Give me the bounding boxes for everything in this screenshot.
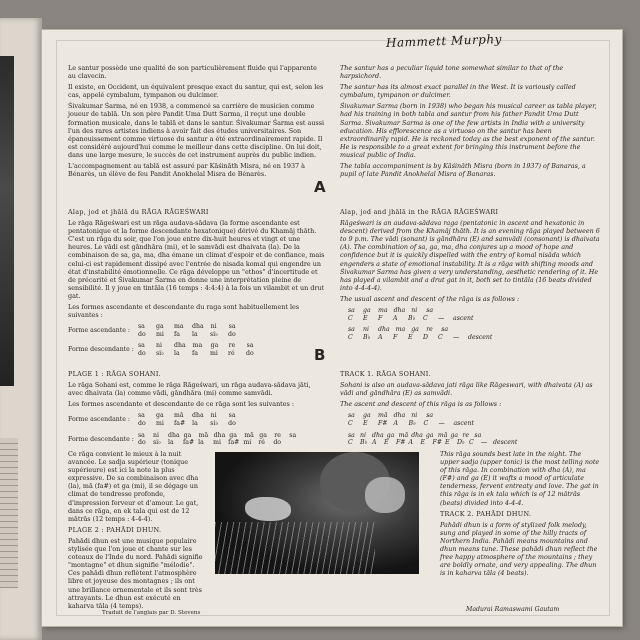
album-cover-edge — [0, 18, 42, 640]
track2-en-heading: TRACK 2. PAHĀDI DHUN. — [440, 509, 532, 518]
section-a-fr-forms-intro: Les formes ascendante et descendante du raga sont habituellement les suivantes : — [68, 303, 300, 320]
ascent-sargam-row: sa ga ma dha ni sa — [138, 323, 236, 331]
section-a-letter: A — [314, 178, 326, 196]
handwritten-signature: Hammett Murphy — [385, 31, 503, 51]
descent-sargam-row: sa ni dha ma ga re sa — [138, 342, 254, 350]
track1-fr-ascent: Forme ascendante : sa ga mā dha ni sa do mi fa# la si♭ do — [68, 412, 236, 427]
ascent-label: Forme ascendante : — [68, 327, 130, 335]
track2-fr-heading: PLAGE 2 : PAHĀDI DHUN. — [68, 525, 162, 534]
intro-en-p3: Śivakumar Sarma (born in 1938) who began his musical career as tabla player, had his training in both tabla and santur from his father Pandit Uma Dutt Sarma. Śivakumar Sarma is one of the few artists in India with a university education. His efflorescence as a virtuoso on the santur has been extraordinarily rapid. He is reckoned today as the best exponent of the santur. He is responsible to a great extent for bringing this instrument before the musical public of India. — [340, 102, 597, 159]
section-b-french — [68, 370, 326, 451]
descent-label: Forme descendante : — [68, 346, 134, 354]
intro-fr-p2: Il existe, en Occident, un équivalent presque exact du santur, qui est, selon les cas, appelé cymbalum, tympanon ou dulcimer. — [68, 83, 324, 100]
track1-en-heading: TRACK 1. RĀGA SOHANI. — [340, 370, 431, 378]
intro-en-p2: The santur has its almost exact parallel in the West. It is variously called cymbalum, tympanon or dulcimer. — [340, 83, 576, 100]
intro-fr-p1: Le santur possède une qualité de son particulièrement fluide qui l'apparente au clavecin. — [68, 64, 317, 81]
descent-solfege-row: do si♭ la fa mi ré do — [138, 350, 254, 357]
cover-text-strip — [0, 438, 18, 588]
section-b-english-lower — [440, 450, 600, 580]
section-b-letter: B — [314, 346, 326, 364]
section-a-fr-ascent — [68, 323, 326, 338]
intro-fr-p4: L'accompagnement au tablā est assuré par Kāśināth Misra, né en 1937 à Bénarès, un élève de feu Pandit Anokhelal Misra de Bénarès. — [68, 162, 305, 179]
section-a-en-descent: sa ni dha ma ga re sa C B♭ A F E D C — descent — [348, 326, 493, 341]
author-credit: Madurai Ramaswami Gautam — [466, 606, 560, 613]
section-a-en-heading: Alap, jod and jhālā in the RĀGA RĀGEŚWARI — [340, 208, 499, 216]
section-a-en-ascent: sa ga ma dha ni sa C E F A B♭ C — ascent — [348, 307, 474, 322]
left-hand — [245, 497, 291, 521]
track2-fr-body: Pahādi dhun est une musique populaire stylisée que l'on joue et chante sur les coteaux de l'Inde du nord. Pahādi signifie "montagne" et dhun signifie "mélodie". Ces pahādi dhun reflètent l'atmosphère libre et joyeuse des montagnes ; ils ont une brillance ornementale et ils sont très attrayants. Le dhun est exécuté en kaharva tāla (4 temps). — [68, 536, 203, 610]
track1-en-body: Sohani is also an audava-sādava jati rāga like Rāgeswari, with dhaivata (A) as vādi and gāndhāra (E) as samvādi. — [340, 381, 593, 398]
translator-credit: Traduit de l'anglais par D. Stevens — [102, 610, 201, 616]
santur-strings — [215, 522, 375, 574]
track1-en-ascent: sa ga mā dha ni sa C E F# A B♭ C — ascent — [348, 412, 474, 427]
cover-photo-strip — [0, 56, 14, 386]
ascent-solfege-row: do mi fa la si♭ do — [138, 330, 236, 338]
track1-en-descent: sa ni dha ga mā dha ga mā ga re sa C B♭ A E F# A E F# E D♭ C — descent — [348, 431, 518, 447]
section-b-english — [340, 370, 602, 451]
track1-fr-evening: Ce rāga convient le mieux à la nuit avancée. Le sadja supérieur (tonique supérieure) est ici la note la plus expressive. De sa combinaison avec dha (la), mā (fa#) et ga (mi), il se dégage un climat de tendresse profonde, d'impression ferveur et d'amour. Le gat, dans ce rāga, en ek tala qui est de 12 mātrās (12 temps : 4-4-4). — [68, 450, 199, 523]
track1-fr-heading: PLAGE 1 : RĀGA SOHANI. — [68, 370, 161, 378]
track1-fr-forms-intro: Les formes ascendante et descendante de ce rāga sont les suivantes : — [68, 400, 294, 409]
section-a-french — [68, 208, 326, 362]
intro-english — [340, 64, 602, 181]
section-b-french-lower — [68, 450, 208, 613]
section-a-english — [340, 208, 602, 345]
right-hand — [365, 477, 405, 513]
intro-en-p4: The tabla accompaniment is by Kāśināth Misra (born in 1937) of Banaras, a pupil of late Pandit Anokhelal Misra of Banaras. — [340, 162, 586, 179]
track1-en-evening: This rāga sounds best late in the night. The upper sadja (upper tonic) is the most telling note of this rāga. In combination with dha (A), ma (F#) and ga (E) it wafts a mood of articulate tenderness, fervent entreaty and love. The gat in this rāga is in ek tala which is of 12 mātrās (beats) divided into 4-4-4. — [440, 450, 600, 507]
santur-player-photo — [215, 452, 419, 574]
track1-fr-descent: Forme descendante : sa ni dha ga mā dha ga mā ga re sa do si♭ la fa# la mi fa# mi ré do — [68, 431, 297, 447]
intro-en-p1: The santur has a peculiar liquid tone somewhat similar to that of the harpsichord. — [340, 64, 564, 81]
section-a-fr-body: Le rāga Rāgeśwari est un rāga audava-sādava (la forme ascendante est pentatonique et la forme descendante hexatonique) dérivé du Khamāj thāth. C'est un rāga du soir, que l'on joue entre dix-huit heures et vingt et une heures. Le vādi est gāndhāra (mi), et le samvādi est dhaivata (la). De la combinaison de sa, ga, ma, dha émane un climat d'espoir et de confiance, mais celui-ci est rapidement dissipé avec l'entrée de nisada komal qui engendre un état d'instabilité émotionnelle. Ce rāga développe un "ethos" d'incertitude et de précarité et Śivakumar Śarma en donne une interprétation pleine de sensibilité. Il y joue en tintāla (16 temps : 4:4:4) à la fois un vilambit et un drut gat. — [68, 219, 325, 300]
section-a-fr-heading: Alap, jod et jhālā du RĀGA RĀGEŚWARI — [68, 208, 209, 216]
liner-notes-page — [42, 30, 622, 626]
section-a-en-body: Rāgeśwari is an audava-sādava raga (pentatonic in ascent and hexatonic in descent) derived from the Khamāj thāth. It is an evening rāga played between 6 to 9 p.m. The vādi (sonant) is gāndhāra (E) and samvādi (consonant) is dhaivata (A). The combination of sa, ga, ma, dha conjures up a mood of hope and confidence but it is quickly dispelled with the entry of komal nisāda which engenders a state of emotional instability. It is a rāga with shifting moods and Śivakumar Sarma has given a very understanding, aesthetic rendering of it. He has played a vilambit and a drut gat in it, both set to tintāla (16 beats divided into 4-4-4-4). — [340, 219, 600, 292]
intro-french — [68, 64, 326, 181]
track1-fr-body: Le rāga Sohani est, comme le rāga Rāgeśwari, un rāga audava-sādava jāti, avec dhaivata (la) comme vādi, gāndhāra (mi) comme samvādi. — [68, 381, 311, 398]
track1-en-forms-intro: The ascent and descent of this rāga is as follows : — [340, 400, 502, 409]
section-a-fr-descent — [68, 342, 326, 357]
intro-fr-p3: Śivakumar Śarma, né en 1938, a commencé sa carrière de musicien comme joueur de tablā. Un son père Pandit Uma Dutt Sarma, il reçut une double formation musicale, dans le tablā et dans le santur. Śivakumar Śarma est aussi l'un des rares artistes indiens à avoir fait des études universitaires. Son épanouissement comme virtuose du santur a été extraordinairement rapide. Il est considéré aujourd'hui comme le meilleur dans cette discipline. On lui doit, dans une large mesure, le succès de cet instrument auprès du public indien. — [68, 102, 325, 159]
track2-en-body: Pahādi dhun is a form of stylized folk melody, sung and played in some of the hilly tracts of Northern India. Pahādi means mountains and dhun means tune. These pahādi dhun reflect the free happy atmosphere of the mountains ; they are boldly ornate, and very appealing. The dhun is in kaharva tāla (4 beats). — [440, 520, 598, 578]
section-a-en-forms-intro: The usual ascent and descent of the rāga is as follows : — [340, 294, 520, 303]
